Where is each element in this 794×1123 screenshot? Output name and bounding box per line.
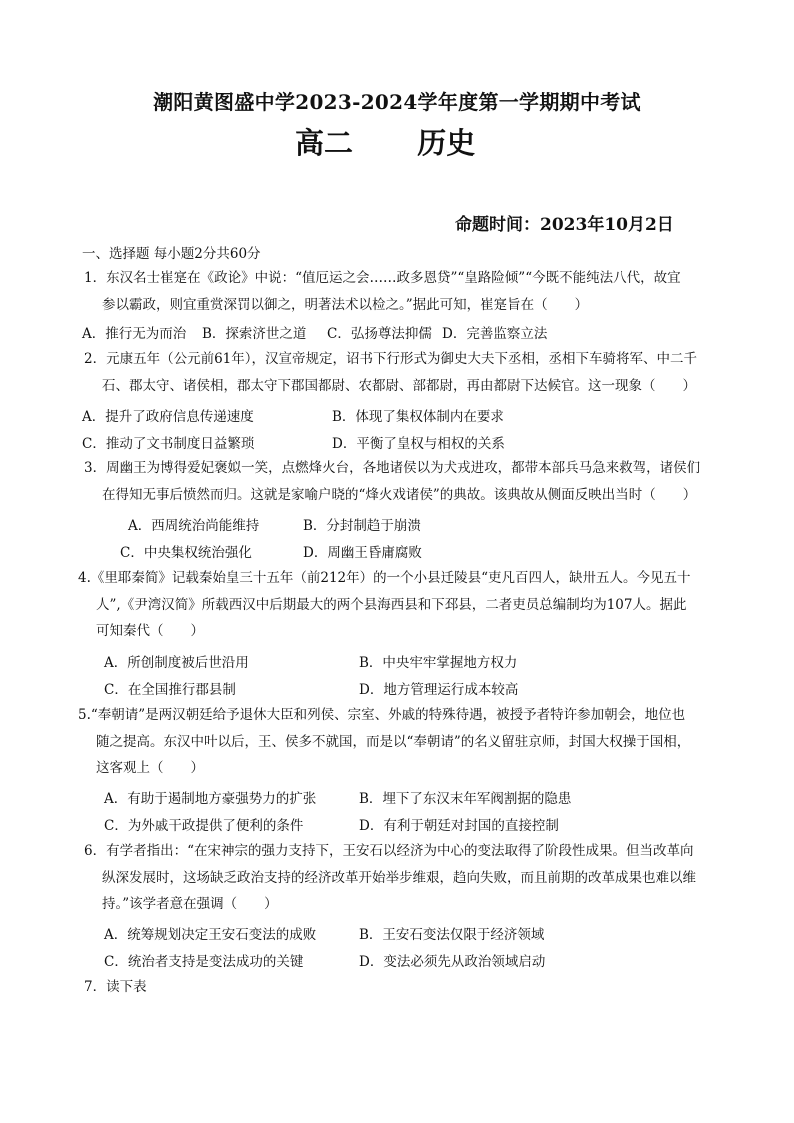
option-c[interactable]: C．为外戚干政提供了便利的条件 (104, 818, 304, 834)
options-q4-row2 (104, 678, 604, 698)
subject-label: 历史 (417, 126, 476, 160)
question-text: 在得知无事后愤然而归。这就是家喻户晓的“烽火戏诸侯”的典故。该典故从侧面反映出当时（ ） (102, 486, 697, 503)
exam-title: 潮阳黄图盛中学2023-2024学年度第一学期期中考试 (153, 90, 641, 114)
question-text: 2．元康五年（公元前61年），汉宣帝规定，诏书下行形式为御史大夫下丞相，丞相下车骑将军、中二千 (84, 351, 698, 367)
exam-subtitle (295, 121, 475, 162)
options-q6-row2 (104, 950, 624, 970)
option-a[interactable]: A．西周统治尚能维持 (128, 518, 260, 534)
question-5 (78, 702, 728, 782)
options-q2-row1 (82, 405, 722, 425)
options-q3-row2 (120, 541, 520, 561)
options-q2-row2 (82, 432, 722, 452)
options-q5-row2 (104, 814, 624, 834)
option-b[interactable]: B．探索济世之道 (202, 326, 307, 342)
option-c[interactable]: C．推动了文书制度日益繁琐 (82, 436, 255, 452)
options-q1 (82, 322, 722, 342)
question-7 (84, 974, 724, 1001)
option-c[interactable]: C．在全国推行郡县制 (104, 682, 236, 698)
option-b[interactable]: B．体现了集权体制内在要求 (332, 409, 504, 425)
question-text: 3．周幽王为博得爱妃褒姒一笑，点燃烽火台，各地诸侯以为犬戎进攻，都带本部兵马急来救驾，诸侯们 (84, 460, 701, 476)
section-heading: 一、选择题 每小题2分共60分 (82, 246, 261, 262)
options-q4-row1 (104, 651, 604, 671)
option-c[interactable]: C．弘扬尊法抑儒 (327, 326, 432, 342)
option-a[interactable]: A．统筹规划决定王安石变法的成败 (104, 927, 317, 943)
option-d[interactable]: D．周幽王昏庸腐败 (303, 545, 422, 561)
question-text: 参以霸政，则宜重赏深罚以御之，明著法术以检之。”据此可知，崔寔旨在（ ） (102, 296, 589, 313)
exam-date: 命题时间：2023年10月2日 (455, 215, 674, 235)
question-text: 石、郡太守、诸侯相，郡太守下郡国都尉、农都尉、部都尉，再由都尉下达候官。这一现象（ ） (102, 377, 696, 394)
question-text: 4.《里耶秦简》记载秦始皇三十五年（前212年）的一个小县迁陵县“吏凡百四人，缺卅五人。今见五十 (78, 570, 691, 586)
option-d[interactable]: D．平衡了皇权与相权的关系 (332, 436, 505, 452)
options-q3-row1 (128, 514, 528, 534)
option-d[interactable]: D．有利于朝廷对封国的直接控制 (359, 818, 559, 834)
option-a[interactable]: A．提升了政府信息传递速度 (82, 409, 254, 425)
options-q5-row1 (104, 787, 624, 807)
question-3 (84, 455, 724, 508)
option-c[interactable]: C．统治者支持是变法成功的关键 (104, 954, 304, 970)
option-a[interactable]: A．有助于遏制地方豪强势力的扩张 (104, 791, 317, 807)
option-a[interactable]: A．所创制度被后世沿用 (104, 655, 249, 671)
question-text: 人”,《尹湾汉简》所载西汉中后期最大的两个县海西县和下邳县，二者吏员总编制均为107人。据此 (96, 596, 687, 613)
option-d[interactable]: D．变法必须先从政治领域启动 (359, 954, 546, 970)
question-text: 6．有学者指出：“在宋神宗的强力支持下，王安石以经济为中心的变法取得了阶段性成果。但当改革向 (84, 843, 694, 859)
option-d[interactable]: D．完善监察立法 (442, 326, 548, 342)
question-text: 持。”该学者意在强调（ ） (102, 896, 278, 912)
question-text: 可知秦代（ ） (96, 623, 204, 639)
option-c[interactable]: C．中央集权统治强化 (120, 545, 252, 561)
option-d[interactable]: D．地方管理运行成本较高 (359, 682, 519, 698)
option-b[interactable]: B．王安石变法仅限于经济领域 (359, 927, 545, 943)
question-text: 纵深发展时，这场缺乏政治支持的经济改革开始举步维艰，趋向失败，而且前期的改革成果也难以维 (102, 869, 696, 886)
question-text: 5.“奉朝请”是两汉朝廷给予退休大臣和列侯、宗室、外戚的特殊待遇，被授予者特许参加朝会，地位也 (78, 707, 686, 723)
question-6 (84, 838, 724, 918)
question-text: 随之提高。东汉中叶以后，王、侯多不就国，而是以“奉朝请”的名义留驻京师，封国大权操于国相， (96, 733, 691, 750)
options-q6-row1 (104, 923, 624, 943)
question-text: 1．东汉名士崔寔在《政论》中说：“值厄运之会……政多恩贷”“皇路险倾”“今既不能纯法八代，故宜 (84, 270, 681, 286)
question-text: 这客观上（ ） (96, 760, 204, 776)
question-text: 7．读下表 (84, 979, 147, 995)
option-b[interactable]: B．分封制趋于崩溃 (303, 518, 421, 534)
question-1 (84, 265, 724, 318)
option-b[interactable]: B．埋下了东汉末年军阀割据的隐患 (359, 791, 572, 807)
question-4 (78, 565, 728, 645)
option-b[interactable]: B．中央牢牢掌握地方权力 (359, 655, 518, 671)
grade-label: 高二 (295, 126, 354, 160)
question-2 (84, 346, 724, 399)
option-a[interactable]: A．推行无为而治 (82, 326, 187, 342)
